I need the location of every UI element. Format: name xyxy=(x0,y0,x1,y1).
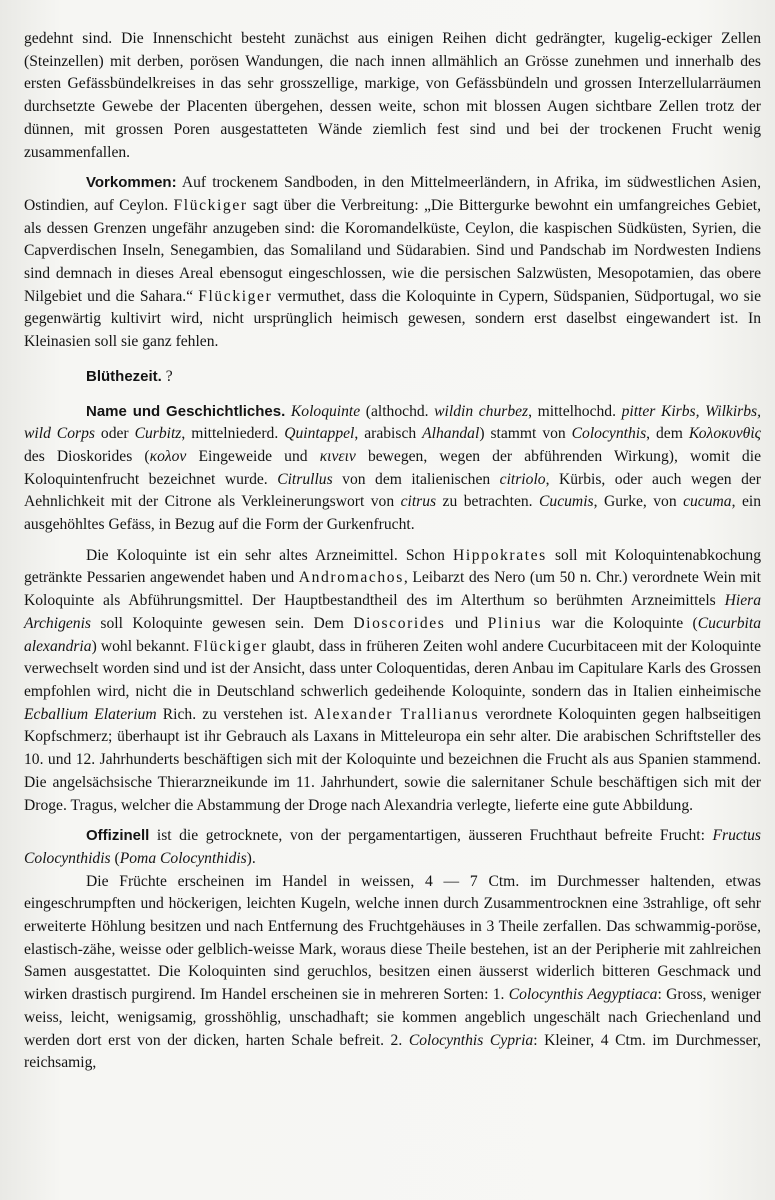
text: soll mit Koloquintenabkochung getränkte Pessarien angewendet haben und xyxy=(24,546,761,587)
text: ? xyxy=(161,367,173,385)
text: , dem xyxy=(646,425,689,443)
paragraph-fruechte xyxy=(24,871,761,1075)
term: Quintappel xyxy=(284,425,355,443)
text: , arabisch xyxy=(354,425,423,443)
term: wildin churbez xyxy=(434,402,529,420)
term: Fructus Colocynthidis xyxy=(24,827,761,867)
author-name: Hippokrates xyxy=(453,546,547,564)
term: citriolo xyxy=(499,470,546,488)
heading-bluethezeit: Blüthezeit. xyxy=(86,367,162,385)
paragraph-name-geschichte xyxy=(24,401,761,537)
text: , mittelhochd. xyxy=(528,402,622,420)
term: pitter Kirbs, Wilkirbs, wild Corps xyxy=(24,402,761,443)
term: Poma Colocynthidis xyxy=(119,849,247,867)
author-name: Alexander Trallianus xyxy=(313,705,480,723)
author-name: Flückiger xyxy=(193,637,268,655)
heading-vorkommen: Vorkommen: xyxy=(86,174,177,192)
author-name: Dioscorides xyxy=(353,614,446,632)
term: Hiera Archigenis xyxy=(24,592,761,632)
term: cucuma xyxy=(683,493,732,511)
paragraph-history xyxy=(24,545,761,817)
text: Die Früchte erscheinen im Handel in weissen, 4 — 7 Ctm. im Durchmesser haltenden, etwas eingeschrumpften und höckerigen, leichten Kugeln, welche innen durch Zusammentrocknen eine 3strahlige, oft sehr erweiterte Höhlung besitzen und nach Entfernung des Fruchtgehäuses in 3 Theile zerfallen. Das schwammig-poröse, elastisch-zähe, weisse oder gelblich-weisse Mark, woraus diese Theile bestehen, ist an der Peripherie mit zahlreichen Samen ausgestattet. Die Koloquinten sind geruchlos, besitzen einen äusserst widerlich bitteren Geschmack und wirken drastisch purgirend. Im Handel erscheinen sie in mehreren Sorten: 1. xyxy=(24,872,761,1004)
text: , Leibarzt des Nero (um 50 n. Chr.) verordnete Wein mit Koloquinte als Abführungsmittel. Der Hauptbestandtheil des im Alterthum so berühmten Arzneimittels xyxy=(24,569,761,610)
author-name: Flückiger xyxy=(173,196,248,214)
text: ist die getrocknete, von der pergamentartigen, äusseren Fruchthaut befreite Frucht: xyxy=(149,827,713,845)
term: Koloquinte xyxy=(290,402,361,420)
term: Κολοκυνθὶς xyxy=(688,425,761,443)
paragraph-bluethezeit xyxy=(24,366,761,389)
paragraph-vorkommen xyxy=(24,172,761,354)
text: und xyxy=(445,614,488,632)
text: Die Koloquinte ist ein sehr altes Arzneimittel. Schon xyxy=(86,546,454,564)
term: citrus xyxy=(400,493,437,511)
term: Curbitz xyxy=(134,425,182,443)
heading-name-geschichte: Name und Geschichtliches. xyxy=(86,402,286,420)
text: Rich. zu verstehen ist. xyxy=(156,705,314,723)
author-name: Plinius xyxy=(487,614,543,632)
heading-offizinell: Offizinell xyxy=(86,827,150,845)
term: Cucumis xyxy=(539,493,594,511)
text: glaubt, dass in früheren Zeiten wohl andere Cucurbitaceen mit der Koloquinte verwechselt worden sind und ist der Ansicht, dass unter Coloquentidas, deren Anbau im Capitulare Karls des Grossen empfohlen wird, nicht die in Deutschland schwerlich gedeihende Koloquinte, sondern das in Italien einheimische xyxy=(24,637,761,700)
text: , mittelniederd. xyxy=(181,425,285,443)
text: oder xyxy=(94,425,135,443)
term: Colocynthis Cypria xyxy=(408,1031,534,1049)
text: ) wohl bekannt. xyxy=(91,637,194,655)
term: κολον xyxy=(149,447,187,465)
text: : Kleiner, 4 Ctm. im Durchmesser, reichsamig, xyxy=(24,1031,762,1072)
text: ( xyxy=(110,849,120,867)
term: Alhandal xyxy=(422,425,480,443)
term: κινειν xyxy=(319,447,356,465)
text: von dem italienischen xyxy=(332,470,500,488)
paragraph-anatomy: gedehnt sind. Die Innenschicht besteht zunächst aus einigen Reihen dicht gedrängter, kugelig-eckiger Zellen (Steinzellen) mit derben, porösen Wandungen, die nach innen allmählich an Grösse zunehmen und innerhalb des ersten Gefässbündelkreises in das sehr grosszellige, markige, von Gefässbündeln und grossen Interzellularräumen durchsetzte Gewebe der Placenten übergehen, dessen weite, schon mit blossen Augen sichtbare Zellen trotz der dünnen, mit grossen Poren ausgestatteten Wände ziemlich fest sind und bei der trockenen Frucht wenig zusammenfallen. xyxy=(24,30,761,161)
text: bewegen, wegen der abführenden Wirkung), womit die Koloquintenfrucht bezeichnet wurde. xyxy=(24,447,761,488)
text: (althochd. xyxy=(360,402,435,420)
text: verordnete Koloquinten gegen halbseitigen Kopfschmerz; überhaupt ist ihr Gebrauch als Laxans in Mitteleuropa ein sehr alter. Die arabischen Schriftsteller des 10. und 12. Jahrhunderts beschäftigen sich mit der Koloquinte und bezeichnen die Frucht als aus Spanien stammend. Die angelsächsische Thierarzneikunde im 11. Jahrhundert, sowie die salernitaner Schule beschäftigen sich mit der Droge. Tragus, welcher die Abstammung der Droge nach Alexandria verlegte, lieferte eine gute Abbildung. xyxy=(24,705,761,814)
text: : Gross, weniger weiss, leicht, wenigsamig, grosshöhlig, unschadhaft; sie kommen angeblich ungeschält nach Griechenland und werden dort erst von der dicken, harten Schale befreit. 2. xyxy=(24,986,762,1049)
term: Cucurbita alexandria xyxy=(24,614,761,655)
term: Citrullus xyxy=(277,470,333,488)
author-name: Andromachos xyxy=(298,569,404,587)
text: ). xyxy=(246,849,256,867)
text: war die Koloquinte ( xyxy=(542,614,698,632)
text: sagt über die Verbreitung: „Die Bittergurke bewohnt ein umfangreiches Gebiet, als dessen Grenzen ungefähr anzugeben sind: die Koromandelküste, Ceylon, die kaspischen Südküsten, Syrien, die Capverdischen Inseln, Senegambien, das Somaliland und Südarabien. Sind und Pandschab im Nordwesten Indiens sind demnach in dieses Areal ebensogut eingeschlossen, wie die persischen Salzwüsten, Mesopotamien, das obere Nilgebiet und die Sahara.“ xyxy=(24,196,761,305)
text: ) stammt von xyxy=(479,425,572,443)
text: Auf trockenem Sandboden, in den Mittelmeerländern, in Afrika, im südwestlichen Asien, Ostindien, auf Ceylon. xyxy=(24,174,761,214)
text: soll Koloquinte gewesen sein. Dem xyxy=(90,614,354,632)
text: Eingeweide und xyxy=(186,447,320,465)
author-name: Flückiger xyxy=(198,287,273,305)
text: , Gurke, von xyxy=(593,493,684,511)
text: , Kürbis, oder auch wegen der Aehnlichkeit mit der Citrone als Verkleinerungswort von xyxy=(24,470,762,511)
text: vermuthet, dass die Koloquinte in Cypern, Südspanien, Südportugal, wo sie gegenwärtig kultivirt wird, nicht ursprünglich heimisch gewesen, sondern erst daselbst eingewandert ist. In Kleinasien soll sie ganz fehlen. xyxy=(24,287,762,351)
term: Colocynthis xyxy=(571,425,647,443)
term: Ecballium Elaterium xyxy=(24,705,157,723)
paragraph-offizinell xyxy=(24,825,761,870)
term: Colocynthis Aegyptiaca xyxy=(508,986,658,1004)
text: zu betrachten. xyxy=(436,493,540,511)
text: des Dioskorides ( xyxy=(24,447,150,465)
text: , ein ausgehöhltes Gefäss, in Bezug auf die Form der Gurkenfrucht. xyxy=(24,493,761,534)
